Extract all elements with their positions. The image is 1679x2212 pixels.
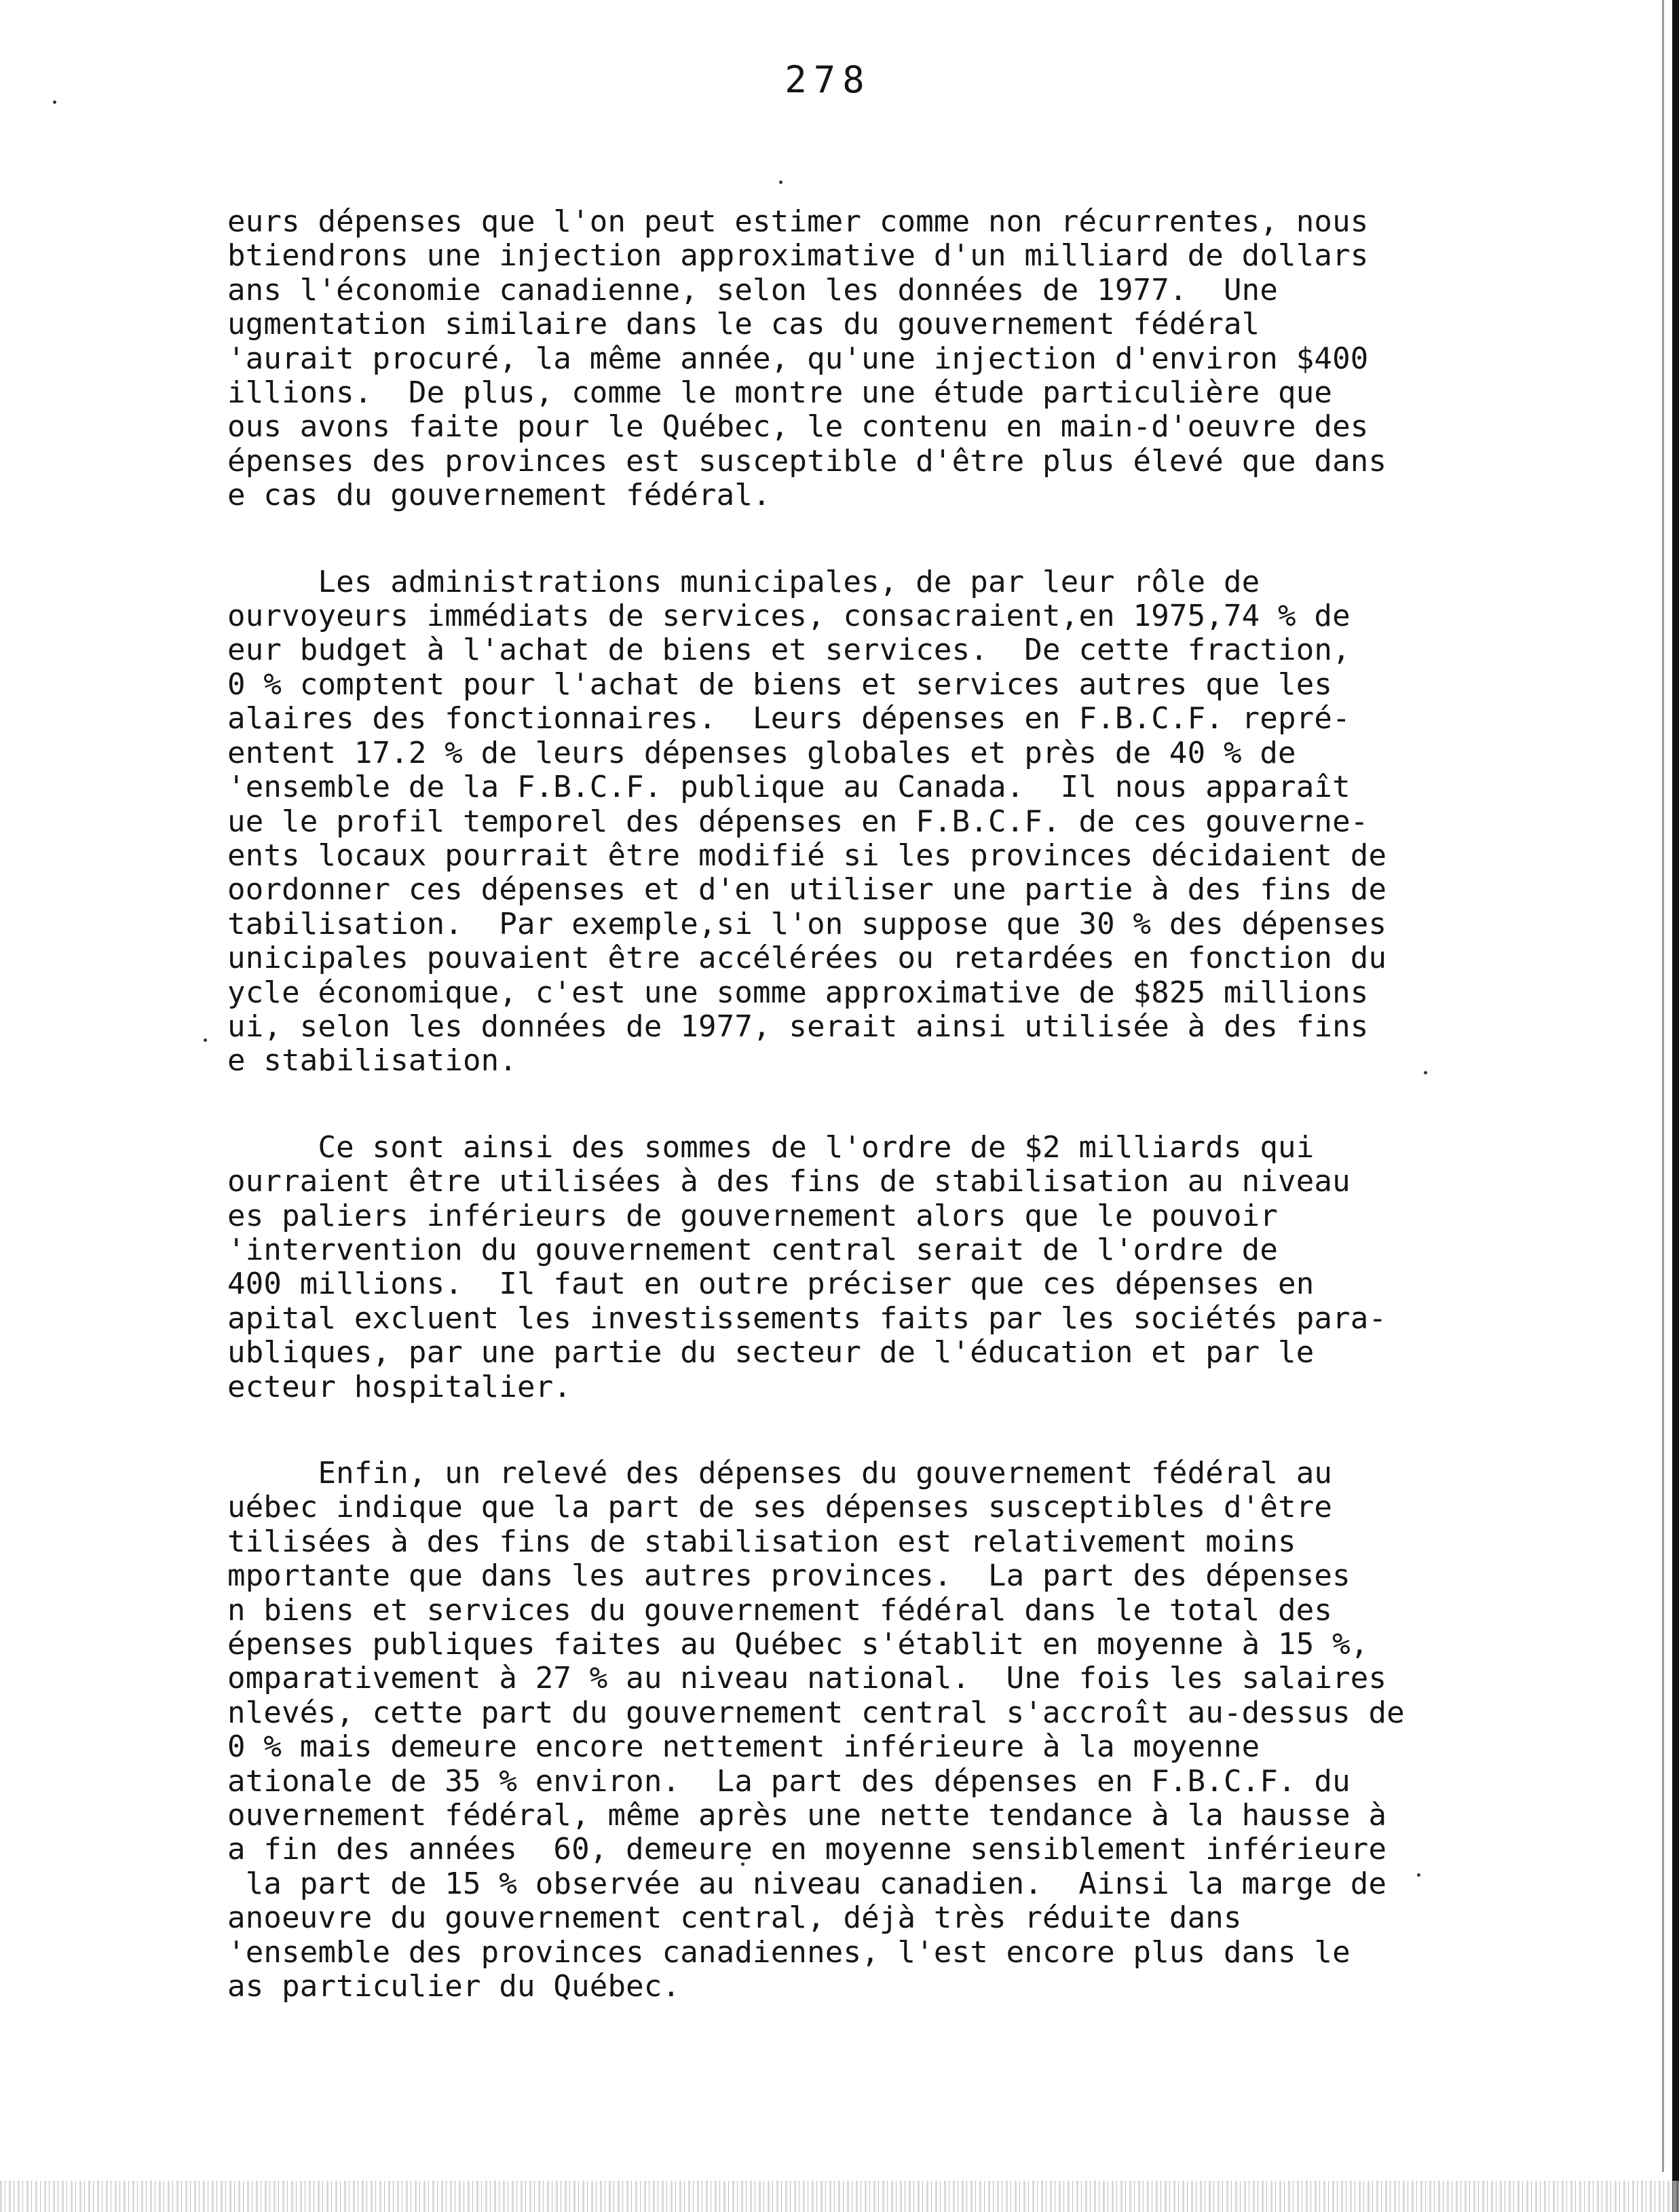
text-line: anoeuvre du gouvernement central, déjà très réduite dans — [227, 1900, 1242, 1936]
scan-speck — [53, 100, 56, 104]
scan-bottom-noise — [0, 2181, 1679, 2212]
text-line: ourraient être utilisées à des fins de stabilisation au niveau — [227, 1164, 1351, 1199]
text-line: 400 millions. Il faut en outre préciser que ces dépenses en — [227, 1267, 1315, 1302]
text-line: alaires des fonctionnaires. Leurs dépenses en F.B.C.F. repré- — [227, 701, 1351, 736]
text-line: épenses des provinces est susceptible d'être plus élevé que dans — [227, 443, 1387, 479]
text-line: eurs dépenses que l'on peut estimer comme non récurrentes, nous — [227, 204, 1369, 239]
text-line: ans l'économie canadienne, selon les données de 1977. Une — [227, 272, 1279, 307]
text-line: ecteur hospitalier. — [227, 1369, 572, 1404]
text-line: ui, selon les données de 1977, serait ainsi utilisée à des fins — [227, 1009, 1369, 1044]
text-line: ugmentation similaire dans le cas du gouvernement fédéral — [227, 307, 1260, 342]
text-line: oordonner ces dépenses et d'en utiliser une partie à des fins de — [227, 872, 1387, 907]
text-line: ue le profil temporel des dépenses en F.B.C.F. de ces gouverne- — [227, 804, 1369, 839]
text-line: e cas du gouvernement fédéral. — [227, 478, 771, 513]
text-line: es paliers inférieurs de gouvernement alors que le pouvoir — [227, 1198, 1279, 1233]
text-line: 0 % comptent pour l'achat de biens et services autres que les — [227, 667, 1333, 702]
text-line: Ce sont ainsi des sommes de l'ordre de $2 milliards qui — [227, 1129, 1315, 1165]
text-line: ycle économique, c'est une somme approximative de $825 millions — [227, 975, 1369, 1010]
paragraph-1 — [227, 205, 1530, 513]
text-line: ubliques, par une partie du secteur de l'éducation et par le — [227, 1335, 1315, 1370]
text-line: as particulier du Québec. — [227, 1969, 681, 2004]
text-line: 'ensemble de la F.B.C.F. publique au Canada. Il nous apparaît — [227, 770, 1351, 805]
text-line: épenses publiques faites au Québec s'établit en moyenne à 15 %, — [227, 1627, 1369, 1662]
paragraph-4 — [227, 1457, 1530, 2004]
text-line: btiendrons une injection approximative d'un milliard de dollars — [227, 238, 1369, 274]
scan-edge-shadow — [1672, 0, 1679, 2212]
text-line: 'ensemble des provinces canadiennes, l'est encore plus dans le — [227, 1934, 1351, 1970]
text-line: Enfin, un relevé des dépenses du gouvernement fédéral au — [227, 1456, 1333, 1491]
text-line: omparativement à 27 % au niveau national. Une fois les salaires — [227, 1661, 1387, 1696]
text-line: e stabilisation. — [227, 1043, 518, 1079]
text-line: uébec indique que la part de ses dépenses susceptibles d'être — [227, 1490, 1333, 1525]
text-line: 'intervention du gouvernement central serait de l'ordre de — [227, 1232, 1279, 1267]
text-line: ents locaux pourrait être modifié si les provinces décidaient de — [227, 838, 1387, 873]
text-line: nlevés, cette part du gouvernement central s'accroît au-dessus de — [227, 1695, 1405, 1730]
text-line: eur budget à l'achat de biens et services. De cette fraction, — [227, 633, 1351, 668]
text-line: unicipales pouvaient être accélérées ou retardées en fonction du — [227, 941, 1387, 976]
text-line: tilisées à des fins de stabilisation est relativement moins — [227, 1524, 1296, 1559]
text-line: entent 17.2 % de leurs dépenses globales et près de 40 % de — [227, 735, 1296, 770]
scan-edge-line — [1662, 0, 1664, 2172]
text-line: n biens et services du gouvernement fédéral dans le total des — [227, 1592, 1333, 1628]
text-line: Les administrations municipales, de par leur rôle de — [227, 564, 1260, 599]
scan-speck — [779, 181, 782, 184]
paragraph-3 — [227, 1131, 1530, 1404]
body-text — [227, 205, 1530, 2057]
text-line: illions. De plus, comme le montre une étude particulière que — [227, 375, 1333, 411]
text-line: 'aurait procuré, la même année, qu'une injection d'environ $400 — [227, 341, 1369, 376]
text-line: a fin des années 60, demeure en moyenne sensiblement inférieure — [227, 1832, 1387, 1867]
text-line: la part de 15 % observée au niveau canadien. Ainsi la marge de — [227, 1866, 1387, 1901]
text-line: 0 % mais demeure encore nettement inférieure à la moyenne — [227, 1729, 1260, 1765]
text-line: apital excluent les investissements faits par les sociétés para- — [227, 1300, 1387, 1336]
text-line: ationale de 35 % environ. La part des dépenses en F.B.C.F. du — [227, 1763, 1351, 1799]
text-line: tabilisation. Par exemple,si l'on suppose que 30 % des dépenses — [227, 906, 1387, 941]
scan-speck — [204, 1038, 207, 1042]
paragraph-2 — [227, 565, 1530, 1079]
page-number: 278 — [785, 58, 871, 101]
text-line: ouvernement fédéral, même après une nette tendance à la hausse à — [227, 1798, 1387, 1833]
text-line: mportante que dans les autres provinces. La part des dépenses — [227, 1558, 1351, 1594]
text-line: ourvoyeurs immédiats de services, consacraient,en 1975,74 % de — [227, 599, 1351, 634]
text-line: ous avons faite pour le Québec, le contenu en main-d'oeuvre des — [227, 409, 1369, 445]
